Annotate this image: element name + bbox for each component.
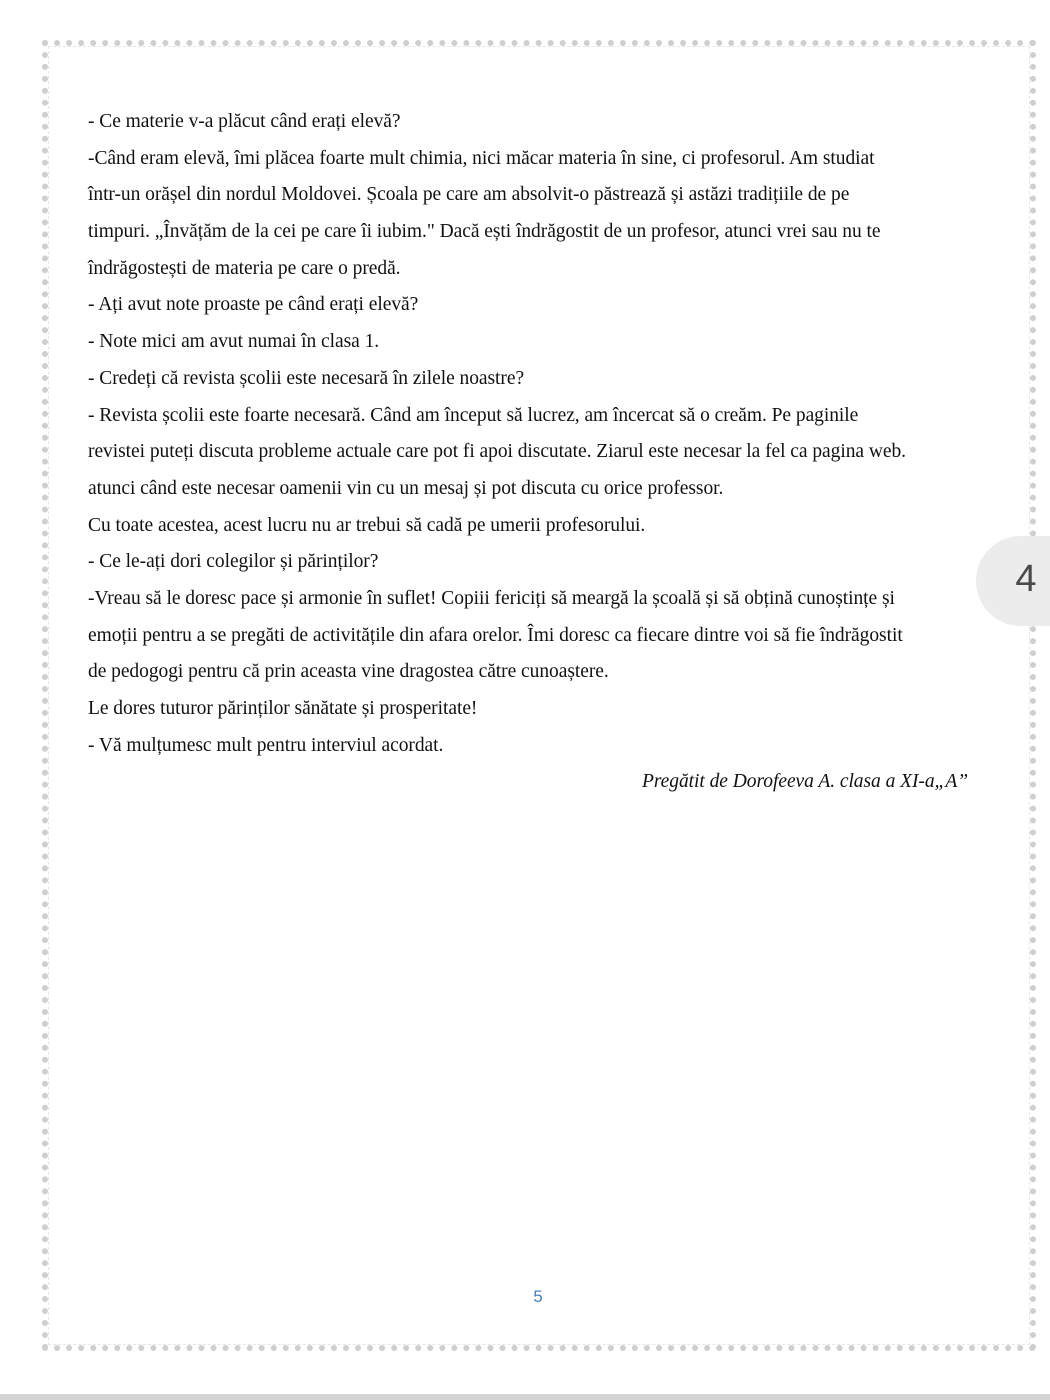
text-line: -Vreau să le doresc pace și armonie în suflet! Copiii fericiți să meargă la școală și să obțină cunoștințe și: [88, 587, 895, 609]
text-line: îndrăgostești de materia pe care o predă.: [88, 257, 401, 279]
author-signature: Pregătit de Dorofeeva A. clasa a XI-a„A”: [641, 771, 968, 793]
text-line: - Revista școlii este foarte necesară. Când am început să lucrez, am încercat să o creăm. Pe paginile: [88, 404, 859, 426]
text-line: - Ați avut note proaste pe când erați elevă?: [88, 294, 419, 316]
text-line: -Când eram elevă, îmi plăcea foarte mult chimia, nici măcar materia în sine, ci profesorul. Am studiat: [88, 147, 875, 169]
viewer-bottom-bar: [0, 1394, 1050, 1400]
text-line: atunci când este necesar oamenii vin cu un mesaj și pot discuta cu orice professor.: [88, 477, 724, 499]
text-line: Cu toate acestea, acest lucru nu ar trebui să cadă pe umerii profesorului.: [88, 514, 646, 536]
text-line: - Credeți că revista școlii este necesară în zilele noastre?: [88, 367, 525, 389]
text-line: - Vă mulțumesc mult pentru interviul acordat.: [88, 734, 444, 756]
text-line: revistei puteți discuta probleme actuale care pot fi apoi discutate. Ziarul este necesar la fel ca pagina web.: [88, 441, 907, 463]
text-line: - Ce le-ați dori colegilor și părinților?: [88, 551, 379, 573]
text-line: de pedogogi pentru că prin aceasta vine dragostea către cunoaștere.: [88, 661, 609, 683]
text-line: timpuri. „Învățăm de la cei pe care îi iubim." Dacă ești îndrăgostit de un profesor, atunci vrei sau nu te: [88, 221, 881, 243]
text-line: - Note mici am avut numai în clasa 1.: [88, 331, 380, 353]
text-line: - Ce materie v-a plăcut când erați elevă?: [88, 111, 401, 132]
text-line: emoții pentru a se pregăti de activitățile din afara orelor. Îmi doresc ca fiecare dintre voi să fie îndrăgostit: [88, 624, 903, 646]
text-line: Le dores tuturor părinților sănătate și prosperitate!: [88, 698, 478, 719]
page-indicator-number: 4: [1015, 558, 1037, 600]
page-number: 5: [533, 1287, 543, 1306]
text-line: într-un orășel din nordul Moldovei. Școala pe care am absolvit-o păstrează și astăzi tradițiile de pe: [88, 184, 850, 206]
interview-text: [88, 104, 998, 801]
